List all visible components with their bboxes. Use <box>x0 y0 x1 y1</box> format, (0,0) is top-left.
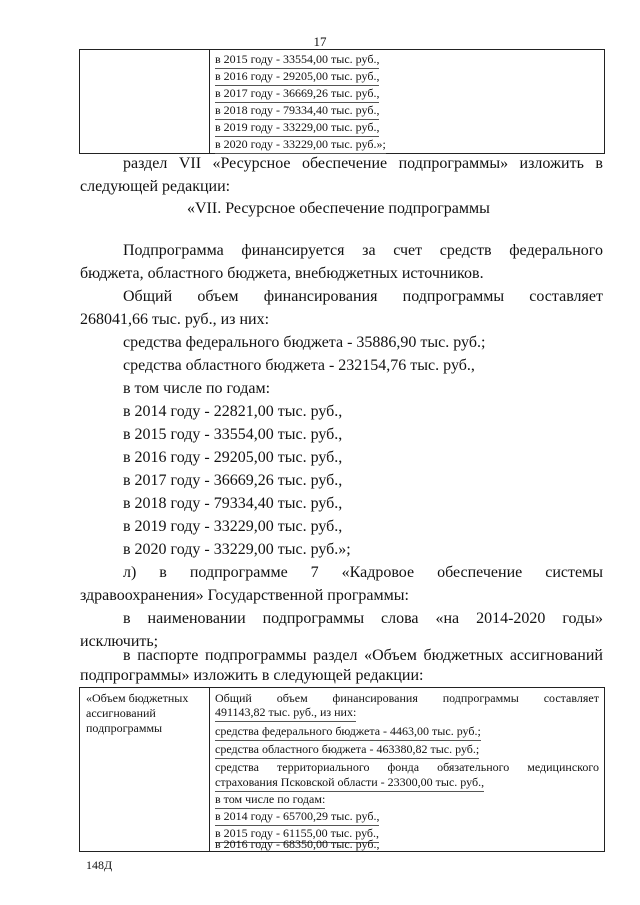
word: медицинского <box>527 760 599 774</box>
list-item: в 2017 году - 36669,26 тыс. руб., <box>123 472 343 489</box>
word: в <box>123 610 131 627</box>
word: территориального <box>277 760 370 774</box>
paragraph-line: следующей редакции: <box>80 178 231 195</box>
word: «на <box>435 610 460 627</box>
list-item: в 2019 году - 33229,00 тыс. руб., <box>123 518 343 535</box>
word: «Ресурсное <box>212 155 291 172</box>
word: 2014-2020 <box>476 610 546 627</box>
list-item: в том числе по годам: <box>123 380 271 397</box>
word: бюджетных <box>423 647 504 664</box>
table-row: средства федерального бюджета - 4463,00 тыс. руб.; <box>215 723 481 741</box>
word: финансирования <box>263 288 378 305</box>
word: фонда <box>387 760 420 774</box>
word: системы <box>545 564 603 581</box>
word: федерального <box>509 242 603 259</box>
word: счет <box>393 242 423 259</box>
word: «Кадровое <box>341 564 415 581</box>
paragraph-line <box>123 564 603 582</box>
label-line: подпрограммы <box>86 721 163 735</box>
word: VII <box>178 155 202 172</box>
word: раздел <box>313 647 358 664</box>
label-line: «Объем бюджетных <box>86 691 189 705</box>
word: подпрограмме <box>189 564 288 581</box>
word: подпрограммы» <box>398 155 509 172</box>
word: Общий <box>123 288 173 305</box>
word: объем <box>276 691 308 705</box>
table-divider <box>209 50 210 153</box>
word: наименовании <box>147 610 246 627</box>
word: годы» <box>562 610 603 627</box>
word: подпрограммы <box>205 647 307 664</box>
paragraph-line <box>123 610 603 628</box>
word: финансируется <box>241 242 345 259</box>
word: слова <box>381 610 419 627</box>
list-item: средства федерального бюджета - 35886,90 тыс. руб.; <box>123 334 486 351</box>
paragraph-line: здравоохранения» Государственной программы: <box>80 587 409 604</box>
top-table <box>79 49 605 154</box>
table-row: средства областного бюджета - 463380,82 тыс. руб.; <box>215 741 479 759</box>
passport-table <box>79 687 605 852</box>
table-row: в 2018 году - 79334,40 тыс. руб., <box>215 102 379 120</box>
table-divider <box>209 688 210 851</box>
list-item: в 2014 году - 22821,00 тыс. руб., <box>123 403 343 420</box>
paragraph-line: 268041,66 тыс. руб., из них: <box>80 311 270 328</box>
word: обеспечение <box>437 564 523 581</box>
document-code: 148Д <box>86 858 113 872</box>
word: Подпрограмма <box>123 242 224 259</box>
word: финансирования <box>332 691 418 705</box>
label-line: ассигнований <box>86 706 156 720</box>
page-number: 17 <box>313 34 327 49</box>
word: подпрограммы <box>402 288 505 305</box>
word: в <box>595 155 603 172</box>
section-heading: «VII. Ресурсное обеспечение подпрограммы <box>187 200 490 217</box>
paragraph-line: исключить; <box>80 633 159 650</box>
word: средства <box>215 760 260 774</box>
table-row: в 2017 году - 36669,26 тыс. руб., <box>215 85 379 103</box>
list-item: в 2020 году - 33229,00 тыс. руб.»; <box>123 541 351 558</box>
table-label-cell <box>86 691 188 736</box>
list-item: в 2018 году - 79334,40 тыс. руб., <box>123 495 343 512</box>
paragraph-line <box>123 155 603 173</box>
word: составляет <box>543 691 599 705</box>
word: обязательного <box>437 760 510 774</box>
table-row: в том числе по годам: <box>215 791 325 809</box>
paragraph-line <box>123 242 603 260</box>
word: средств <box>439 242 492 259</box>
word: л) <box>123 564 137 581</box>
word: за <box>362 242 376 259</box>
list-item: в 2015 году - 33554,00 тыс. руб., <box>123 426 343 443</box>
word: объем <box>197 288 239 305</box>
word: в <box>159 564 167 581</box>
word: 7 <box>310 564 319 581</box>
table-row: в 2019 году - 33229,00 тыс. руб., <box>215 119 379 137</box>
paragraph-line: бюджета, областного бюджета, внебюджетных источников. <box>80 265 484 282</box>
word: подпрограммы <box>442 691 519 705</box>
table-row: в 2015 году - 61155,00 тыс. руб., <box>215 825 379 843</box>
word: обеспечение <box>301 155 388 172</box>
table-row: 491143,82 тыс. руб., из них: <box>215 704 356 722</box>
word: паспорте <box>137 647 199 664</box>
word: изложить <box>519 155 584 172</box>
word: раздел <box>123 155 168 172</box>
paragraph-line: подпрограммы» изложить в следующей редакции: <box>80 667 424 684</box>
word: в <box>123 647 131 664</box>
word: Общий <box>215 691 252 705</box>
table-row: в 2016 году - 29205,00 тыс. руб., <box>215 68 379 86</box>
word: ассигнований <box>509 647 603 664</box>
list-item: в 2016 году - 29205,00 тыс. руб., <box>123 449 343 466</box>
table-row: в 2016 году - 68350,00 тыс. руб., <box>215 837 380 851</box>
table-row: страхования Псковской области - 23300,00 тыс. руб., <box>215 774 484 792</box>
word: составляет <box>529 288 603 305</box>
table-row: в 2014 году - 65700,29 тыс. руб., <box>215 808 379 826</box>
list-item: средства областного бюджета - 232154,76 тыс. руб., <box>123 357 475 374</box>
table-row: в 2015 году - 33554,00 тыс. руб., <box>215 51 379 69</box>
paragraph-line <box>123 288 603 306</box>
paragraph-line <box>123 647 603 665</box>
word: подпрограммы <box>262 610 365 627</box>
table-row: в 2020 году - 33229,00 тыс. руб.»; <box>215 136 386 154</box>
word: «Объем <box>364 647 417 664</box>
